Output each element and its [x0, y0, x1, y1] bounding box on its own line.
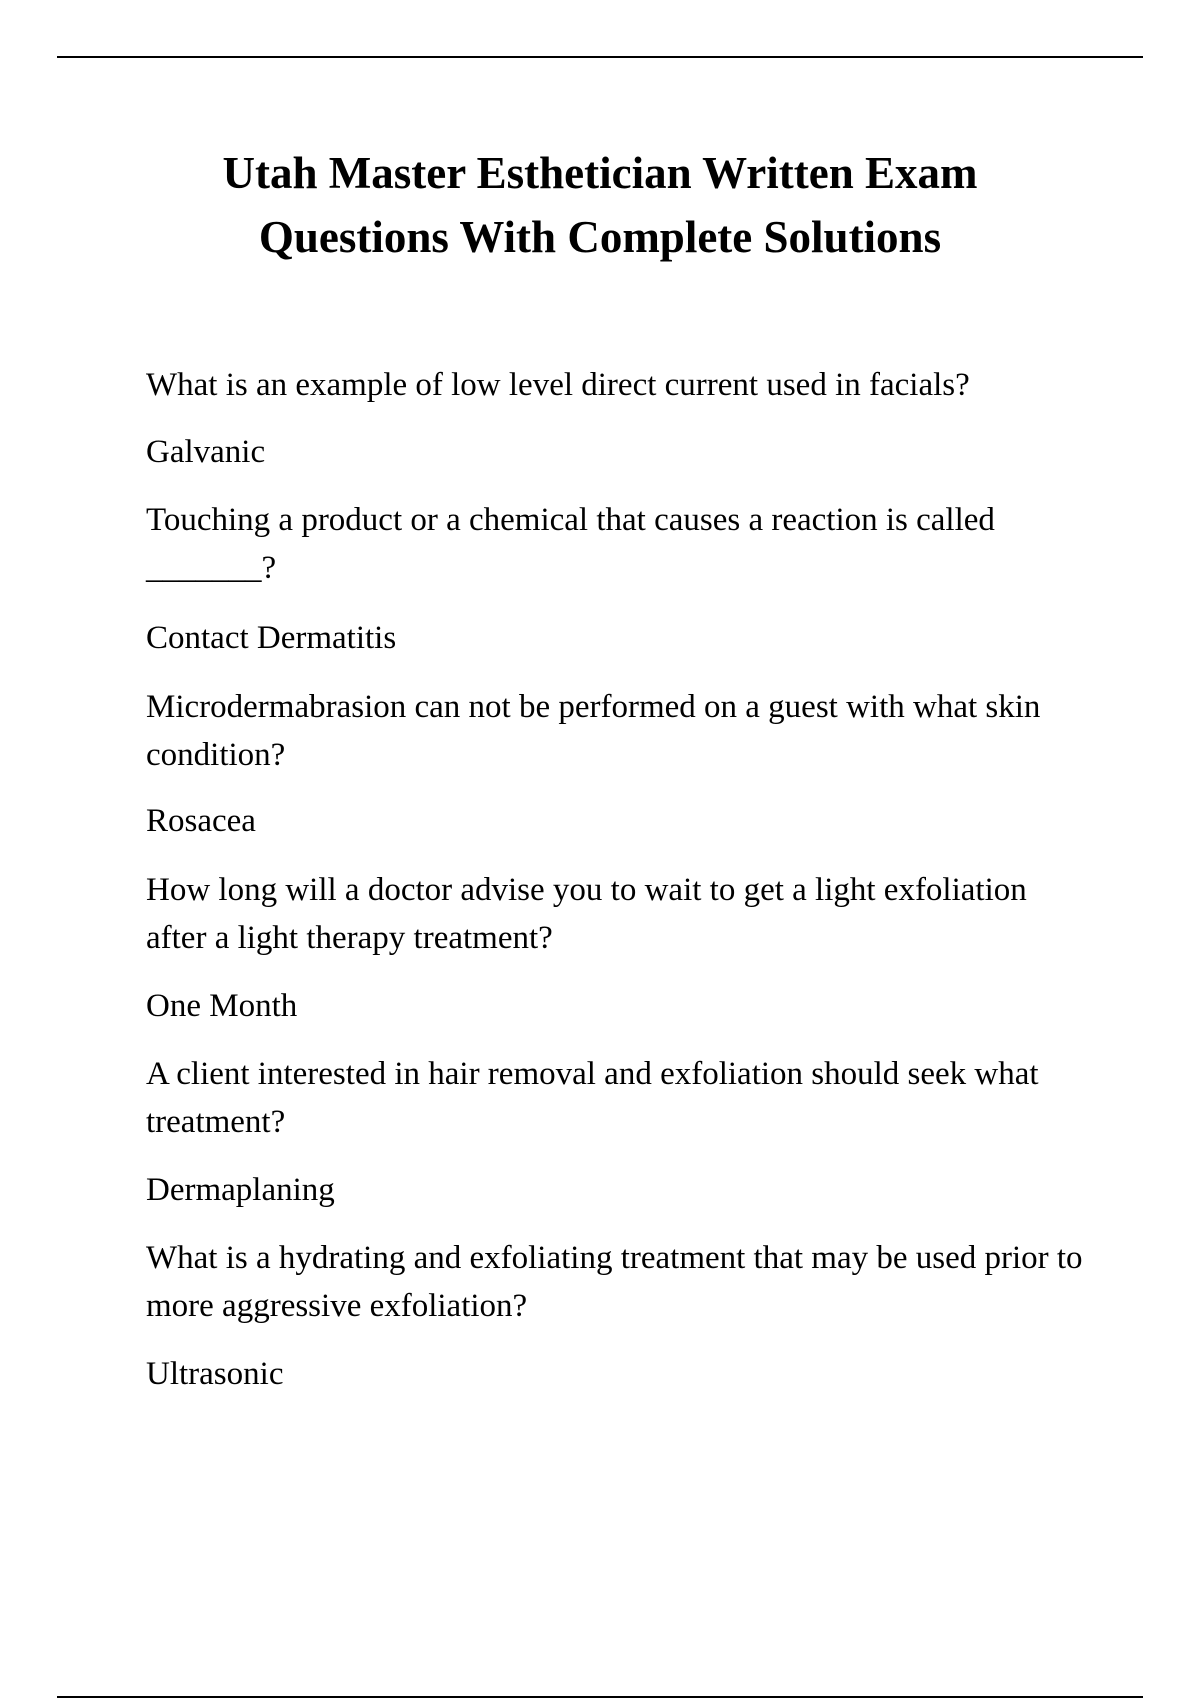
question-6: What is a hydrating and exfoliating treatment that may be used prior to more aggressive exfoliation? — [146, 1240, 1083, 1324]
question-5: A client interested in hair removal and exfoliation should seek what treatment? — [146, 1056, 1039, 1140]
title-line-1: Utah Master Esthetician Written Exam — [222, 148, 978, 198]
answer-5: Dermaplaning — [146, 1172, 335, 1208]
answer-3: Rosacea — [146, 803, 256, 839]
answer-4: One Month — [146, 988, 298, 1024]
answer-6: Ultrasonic — [146, 1356, 284, 1392]
answer-1: Galvanic — [146, 434, 266, 470]
question-4: How long will a doctor advise you to wait to get a light exfoliation after a light therapy treatment? — [146, 872, 1027, 956]
question-3: Microdermabrasion can not be performed on a guest with what skin condition? — [146, 689, 1041, 773]
top-rule — [57, 56, 1143, 58]
answer-2: Contact Dermatitis — [146, 620, 397, 656]
page-title — [160, 141, 1040, 269]
bottom-rule — [57, 1696, 1143, 1698]
title-line-2: Questions With Complete Solutions — [258, 212, 942, 262]
question-1: What is an example of low level direct current used in facials? — [146, 367, 970, 403]
question-2: Touching a product or a chemical that causes a reaction is called _______? — [146, 502, 995, 586]
